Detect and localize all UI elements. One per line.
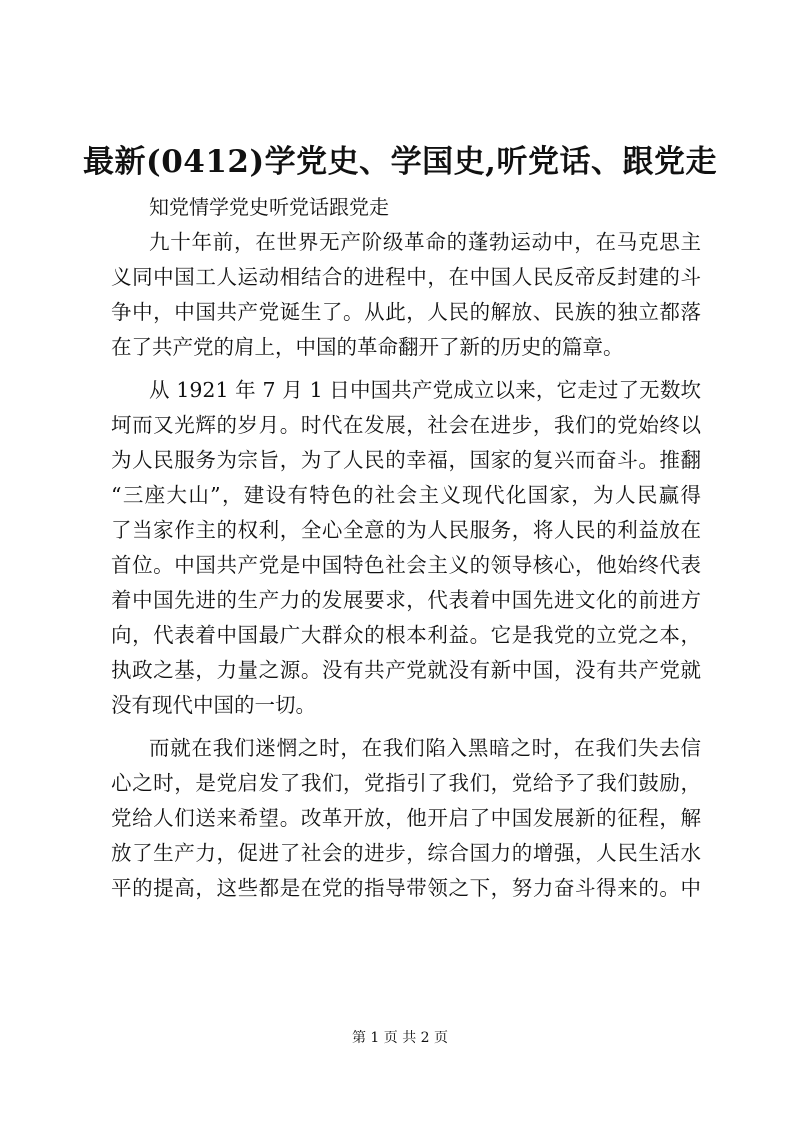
paragraph-1-line-2: 义同中国工人运动相结合的进程中，在中国人民反帝反封建的斗 xyxy=(111,265,701,289)
paragraph-3-line-4: 放了生产力，促进了社会的进步，综合国力的增强，人民生活水 xyxy=(111,841,701,865)
paragraph-3-line-3: 党给人们送来希望。改革开放，他开启了中国发展新的征程，解 xyxy=(111,806,701,830)
paragraph-1-line-3: 争中，中国共产党诞生了。从此，人民的解放、民族的独立都落 xyxy=(111,300,701,324)
paragraph-2-line-5: 了当家作主的权利，全心全意的为人民服务，将人民的利益放在 xyxy=(111,518,701,542)
paragraph-2-line-4: “三座大山”，建设有特色的社会主义现代化国家，为人民赢得 xyxy=(111,483,701,507)
paragraph-2-line-1: 从 1921 年 7 月 1 日中国共产党成立以来，它走过了无数坎 xyxy=(149,378,701,402)
page-footer: 第 1 页 共 2 页 xyxy=(351,1030,449,1046)
paragraph-2-line-8: 向，代表着中国最广大群众的根本利益。它是我党的立党之本， xyxy=(111,623,701,647)
paragraph-2-line-3: 为人民服务为宗旨，为了人民的幸福，国家的复兴而奋斗。推翻 xyxy=(111,448,701,472)
paragraph-3-line-2: 心之时，是党启发了我们，党指引了我们，党给予了我们鼓励， xyxy=(111,771,701,795)
paragraph-3-line-5: 平的提高，这些都是在党的指导带领之下，努力奋斗得来的。中 xyxy=(111,876,701,900)
paragraph-3-line-1: 而就在我们迷惘之时，在我们陷入黑暗之时，在我们失去信 xyxy=(149,736,701,760)
paragraph-1-line-4: 在了共产党的肩上，中国的革命翻开了新的历史的篇章。 xyxy=(111,335,624,359)
document-subtitle: 知党情学党史听党话跟党走 xyxy=(149,195,389,219)
paragraph-1-line-1: 九十年前，在世界无产阶级革命的蓬勃运动中，在马克思主 xyxy=(149,230,701,254)
paragraph-2-line-7: 着中国先进的生产力的发展要求，代表着中国先进文化的前进方 xyxy=(111,588,701,612)
paragraph-2-line-9: 执政之基，力量之源。没有共产党就没有新中国，没有共产党就 xyxy=(111,658,701,682)
document-title: 最新(0412)学党史、学国史,听党话、跟党走 xyxy=(83,144,717,180)
paragraph-2-line-10: 没有现代中国的一切。 xyxy=(111,693,316,717)
paragraph-2-line-6: 首位。中国共产党是中国特色社会主义的领导核心，他始终代表 xyxy=(111,553,701,577)
paragraph-2-line-2: 坷而又光辉的岁月。时代在发展，社会在进步，我们的党始终以 xyxy=(111,413,701,437)
